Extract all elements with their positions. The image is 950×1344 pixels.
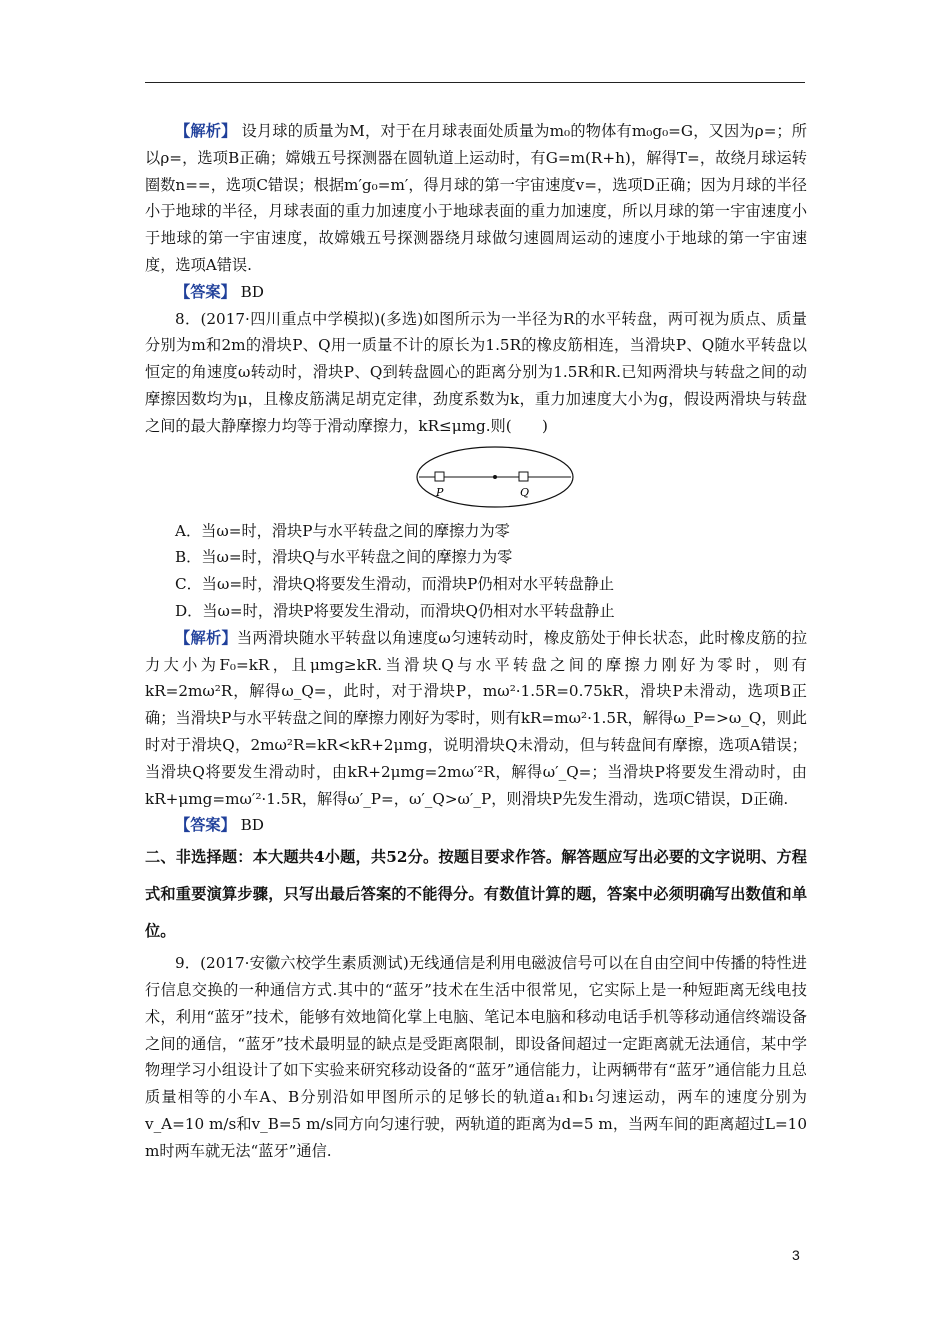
option-b: B．当ω=时，滑块Q与水平转盘之间的摩擦力为零 (175, 548, 513, 567)
analysis-text: 当两滑块随水平转盘以角速度ω匀速转动时，橡皮筋处于伸长状态，此时橡皮筋的拉力大小为F₀=kR，且μmg≥kR.当滑块Q与水平转盘之间的摩擦力刚好为零时，则有kR=2mω²R，解得ω_Q=，此时，对于滑块P，mω²·1.5R=0.75kR，滑块P未滑动，选项B正确；当滑块P与水平转盘之间的摩擦力刚好为零时，则有kR=mω²·1.5R，解得ω_P=>ω_Q，则此时对于滑块Q，2mω²R=kR<kR+2μmg，说明滑块Q未滑动，但与转盘间有摩擦，选项A错误；当滑块Q将要发生滑动时，由kR+2μmg=2mω′²R，解得ω′_Q=；当滑块P将要发生滑动时，由kR+μmg=mω′²·1.5R，解得ω′_P=，ω′_Q>ω′_P，则滑块P先发生滑动，选项C错误，D正确. (145, 628, 808, 808)
page-content (145, 118, 807, 1165)
analysis-tag: 【解析】 (175, 122, 237, 140)
question-8: 8．(2017·四川重点中学模拟)(多选)如图所示为一半径为R的水平转盘，两可视为质点、质量分别为m和2m的滑块P、Q用一质量不计的原长为1.5R的橡皮筋相连，当滑块P、Q随水平转盘以恒定的角速度ω转动时，滑块P、Q到转盘圆心的距离分别为1.5R和R.已知两滑块与转盘之间的动摩擦因数均为μ，且橡皮筋满足胡克定律，劲度系数为k，重力加速度大小为g，假设两滑块与转盘之间的最大静摩擦力均等于滑动摩擦力，kR≤μmg.则( ) (145, 309, 807, 435)
label-p: P (436, 485, 444, 499)
answer-tag: 【答案】 (175, 282, 236, 301)
analysis-tag: 【解析】 (175, 628, 237, 647)
turntable-figure (145, 444, 807, 514)
turntable-diagram (415, 444, 575, 510)
header-rule (145, 82, 805, 83)
question-9: 9．(2017·安徽六校学生素质测试)无线通信是利用电磁波信号可以在自由空间中传播的特性进行信息交换的一种通信方式.其中的“蓝牙”技术在生活中很常见，它实际上是一种短距离无线电技术，利用“蓝牙”技术，能够有效地简化掌上电脑、笔记本电脑和移动电话手机等移动通信终端设备之间的通信，“蓝牙”技术最明显的缺点是受距离限制，即设备间超过一定距离就无法通信，某中学物理学习小组设计了如下实验来研究移动设备的“蓝牙”通信能力，让两辆带有“蓝牙”通信能力且总质量相等的小车A、B分别沿如甲图所示的足够长的轨道a₁和b₁匀速运动，两车的速度分别为v_A=10 m/s和v_B=5 m/s同方向匀速行驶，两轨道的距离为d=5 m，当两车间的距离超过L=10 m时两车就无法“蓝牙”通信. (145, 954, 807, 1160)
option-a: A．当ω=时，滑块P与水平转盘之间的摩擦力为零 (175, 521, 510, 540)
turntable-center (493, 475, 497, 479)
analysis-8 (145, 625, 807, 813)
answer-tag: 【答案】 (175, 816, 236, 835)
section-heading: 二、非选择题：本大题共4小题，共52分。按题目要求作答。解答题应写出必要的文字说明、方程式和重要演算步骤，只写出最后答案的不能得分。有数值计算的题，答案中必须明确写出数值和单位。 (145, 848, 807, 941)
analysis-7 (145, 118, 807, 279)
answer-text: BD (235, 282, 264, 301)
page-number: 3 (792, 1247, 800, 1263)
slider-p (435, 472, 444, 481)
option-c: C．当ω=时，滑块Q将要发生滑动，而滑块P仍相对水平转盘静止 (175, 575, 615, 594)
answer-8 (145, 812, 807, 839)
answer-text: BD (235, 816, 264, 835)
label-q: Q (520, 485, 530, 499)
answer-7 (145, 279, 807, 306)
slider-q (519, 472, 528, 481)
option-d: D．当ω=时，滑块P将要发生滑动，而滑块Q仍相对水平转盘静止 (175, 601, 615, 620)
analysis-text: 设月球的质量为M，对于在月球表面处质量为m₀的物体有m₀g₀=G，又因为ρ=；所以ρ=，选项B正确；嫦娥五号探测器在圆轨道上运动时，有G=m(R+h)，解得T=，故绕月球运转圈数n==，选项C错误；根据m′g₀=m′，得月球的第一宇宙速度v=，选项D正确；因为月球的半径小于地球的半径，月球表面的重力加速度小于地球表面的重力加速度，所以月球的第一宇宙速度小于地球的第一宇宙速度，故嫦娥五号探测器绕月球做匀速圆周运动的速度小于地球的第一宇宙速度，选项A错误. (145, 122, 807, 274)
